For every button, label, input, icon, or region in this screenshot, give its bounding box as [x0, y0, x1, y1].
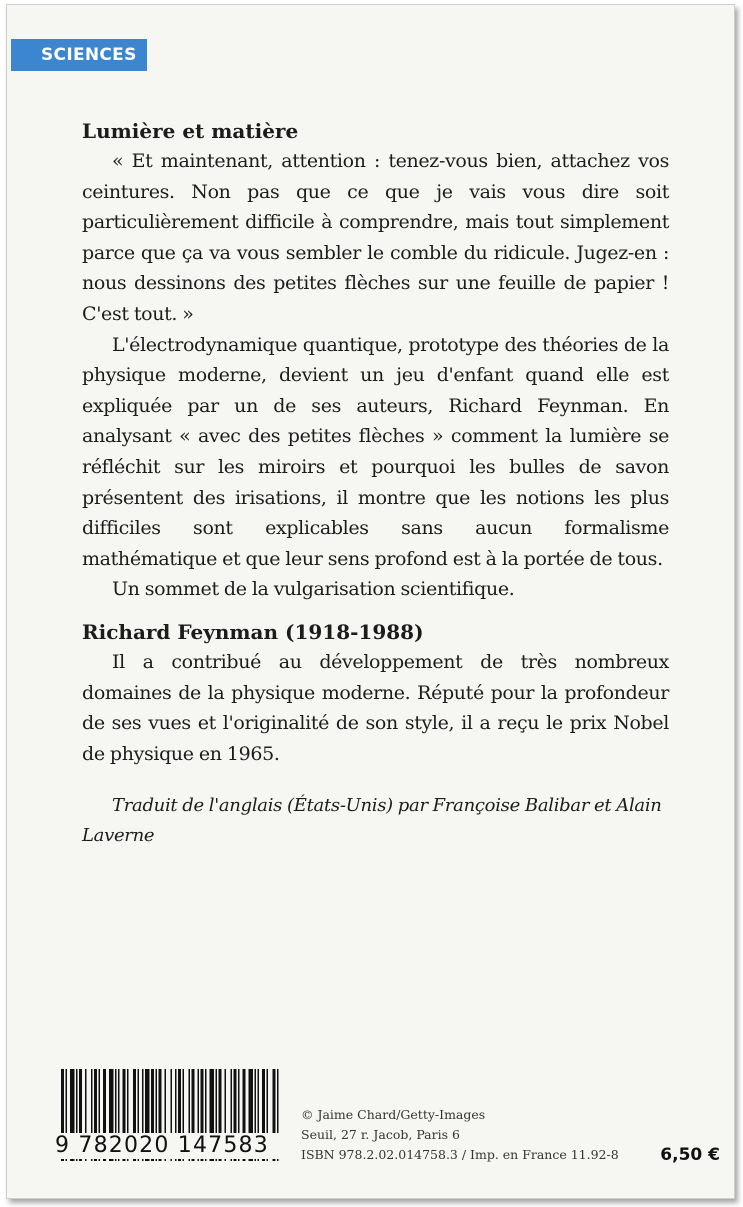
section-title-author: Richard Feynman (1918-1988): [82, 619, 424, 644]
publisher-address: Seuil, 27 r. Jacob, Paris 6: [301, 1127, 460, 1142]
price-label: 6,50 €: [660, 1145, 720, 1165]
sciences-badge: SCIENCES: [11, 39, 147, 71]
tagline-paragraph: Un sommet de la vulgarisation scientifique.: [112, 578, 515, 601]
translation-credit: Traduit de l'anglais (États-Unis) par Françoise Balibar et Alain Laverne: [82, 795, 662, 847]
isbn-line: ISBN 978.2.02.014758.3 / Imp. en France 11.92-8: [301, 1147, 619, 1162]
section-title-lumiere: Lumière et matière: [82, 119, 299, 143]
barcode-digits: 9 782020 147583: [55, 1133, 287, 1159]
imprint-block: [301, 1105, 721, 1165]
photo-credit: © Jaime Chard/Getty-Images: [301, 1107, 486, 1122]
quote-paragraph: « Et maintenant, attention : tenez-vous bien, attachez vos ceintures. Non pas que ce que je vais vous dire soit particulièrement difficile à comprendre, mais tout simplement parce que ça va vous sembler le comble du ridicule. Jugez-en : nous dessinons des petites flèches sur une feuille de papier ! C'est tout. »: [82, 150, 669, 325]
author-bio: Il a contribué au développement de très nombreux domaines de la physique moderne. Réputé pour la profondeur de ses vues et l'originalité de son style, il a reçu le prix Nobel de physique en 1965.: [82, 650, 669, 765]
cover-text: [82, 116, 669, 851]
summary-paragraph: L'électrodynamique quantique, prototype des théories de la physique moderne, devient un jeu d'enfant quand elle est expliquée par un de ses auteurs, Richard Feynman. En analysant « avec des petites flèches » comment la lumière se réfléchit sur les miroirs et pourquoi les bulles de savon présentent des irisations, il montre que les notions les plus difficiles sont explicables sans aucun formalisme mathématique et que leur sens profond est à la portée de tous.: [82, 333, 669, 570]
back-cover: [6, 4, 735, 1199]
